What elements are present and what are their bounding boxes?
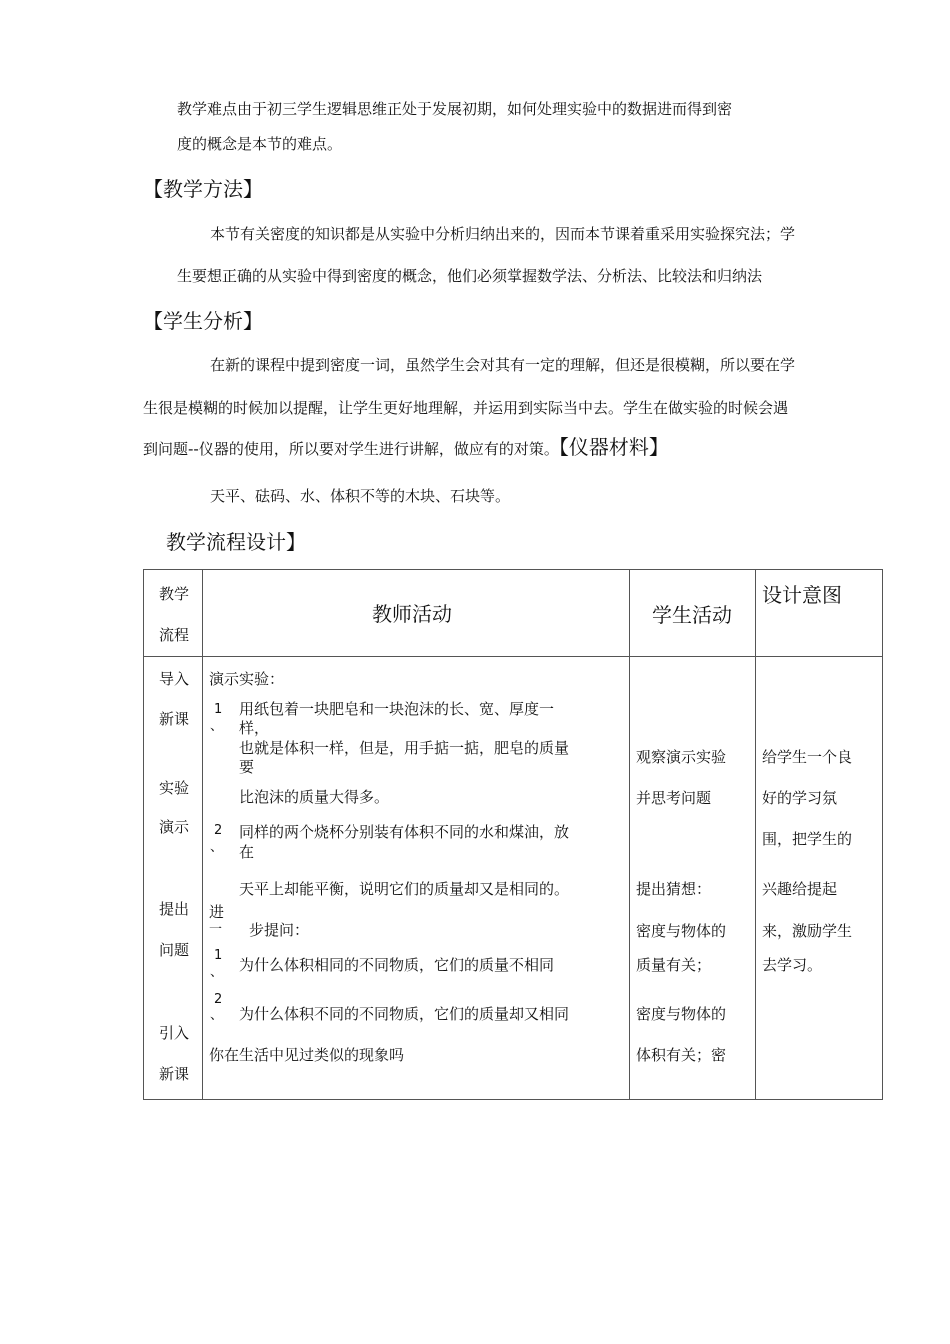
teacher-item2-mark: 、	[210, 840, 224, 855]
methods-line-1: 本节有关密度的知识都是从实验中分析归纳出来的，因而本节课着重采用实验探究法；学	[210, 225, 796, 243]
header-intent-label: 设计意图	[762, 583, 842, 607]
methods-line-2: 生要想正确的从实验中得到密度的概念，他们必须掌握数学法、分析法、比较法和归纳法	[177, 267, 763, 285]
teacher-further-a: 进	[209, 903, 225, 921]
flow-heading: 教学流程设计】	[166, 530, 306, 554]
teacher-life: 你在生活中见过类似的现象吗	[209, 1046, 405, 1064]
students-heading: 【学生分析】	[143, 309, 263, 333]
teacher-intro: 演示实验：	[209, 670, 285, 688]
teacher-q2-number: 2	[214, 992, 223, 1007]
header-student-label: 学生活动	[652, 603, 732, 627]
student-line-1: 观察演示实验	[636, 748, 727, 766]
header-student	[630, 570, 756, 657]
stage-7: 引入	[159, 1024, 190, 1042]
header-teacher-label: 教师活动	[372, 602, 452, 626]
intent-line-3: 围，把学生的	[762, 830, 853, 848]
difficulty-line-2: 度的概念是本节的难点。	[177, 135, 343, 153]
stage-1: 导入	[159, 670, 190, 688]
teacher-cell	[203, 657, 630, 1100]
student-cell	[630, 657, 756, 1100]
flow-body-row	[144, 657, 883, 1100]
header-teacher	[203, 570, 630, 657]
intent-cell	[756, 657, 883, 1100]
teacher-q2-mark: 、	[210, 1008, 224, 1023]
stage-5: 提出	[159, 900, 190, 918]
intent-line-1: 给学生一个良	[762, 748, 853, 766]
student-line-3: 提出猜想：	[636, 880, 712, 898]
stage-8: 新课	[159, 1065, 190, 1083]
teacher-item1-mark: 、	[210, 719, 224, 734]
teacher-further-dash: 一	[209, 922, 223, 937]
students-line-3	[143, 437, 669, 459]
teacher-item1-e: 比泡沫的质量大得多。	[239, 788, 390, 806]
materials-heading: 【仪器材料】	[558, 435, 669, 459]
teacher-q2: 为什么体积不同的不同物质，它们的质量却又相同	[239, 1005, 570, 1023]
header-stage-b: 流程	[159, 626, 190, 644]
teacher-item2-b: 在	[239, 843, 255, 861]
intent-line-6: 去学习。	[762, 956, 823, 974]
methods-heading: 【教学方法】	[143, 177, 263, 201]
teacher-item2-a: 同样的两个烧杯分别装有体积不同的水和煤油，放	[239, 823, 570, 841]
stage-cell	[144, 657, 203, 1100]
teacher-item1-b: 样，	[239, 719, 270, 737]
student-line-2: 并思考问题	[636, 789, 712, 807]
header-intent	[756, 570, 883, 657]
header-stage-a: 教学	[159, 585, 190, 603]
student-line-6: 密度与物体的	[636, 1005, 727, 1023]
intent-line-5: 来，激励学生	[762, 922, 853, 940]
teacher-item2-c: 天平上却能平衡，说明它们的质量却又是相同的。	[239, 880, 570, 898]
stage-3: 实验	[159, 779, 190, 797]
difficulty-line-1: 教学难点由于初三学生逻辑思维正处于发展初期，如何处理实验中的数据进而得到密	[177, 100, 733, 118]
teacher-item1-number: 1	[214, 702, 223, 717]
stage-2: 新课	[159, 710, 190, 728]
intent-line-2: 好的学习氛	[762, 789, 838, 807]
intent-line-4: 兴趣给提起	[762, 880, 838, 898]
teacher-further-b: 步提问：	[249, 921, 310, 939]
teacher-q1-number: 1	[214, 948, 223, 963]
student-line-4: 密度与物体的	[636, 922, 727, 940]
teacher-q1-mark: 、	[210, 965, 224, 980]
materials-line: 天平、砝码、水、体积不等的木块、石块等。	[210, 487, 511, 505]
teacher-item1-a: 用纸包着一块肥皂和一块泡沫的长、宽、厚度一	[239, 700, 555, 718]
stage-4: 演示	[159, 818, 190, 836]
teacher-item1-c: 也就是体积一样，但是，用手掂一掂，肥皂的质量	[239, 739, 570, 757]
teacher-q1: 为什么体积相同的不同物质，它们的质量不相同	[239, 956, 555, 974]
student-line-7: 体积有关；密	[636, 1046, 727, 1064]
student-line-5: 质量有关；	[636, 956, 712, 974]
header-stage	[144, 570, 203, 657]
students-line-3-text: 到问题--仪器的使用，所以要对学生进行讲解，做应有的对策。	[143, 440, 559, 458]
teacher-item1-d: 要	[239, 758, 255, 776]
flow-table	[143, 569, 883, 1100]
stage-6: 问题	[159, 941, 190, 959]
teacher-item2-number: 2	[214, 823, 223, 838]
students-line-1: 在新的课程中提到密度一词，虽然学生会对其有一定的理解，但还是很模糊，所以要在学	[210, 356, 796, 374]
flow-header-row	[144, 570, 883, 657]
students-line-2: 生很是模糊的时候加以提醒，让学生更好地理解，并运用到实际当中去。学生在做实验的时候会遇	[143, 399, 789, 417]
